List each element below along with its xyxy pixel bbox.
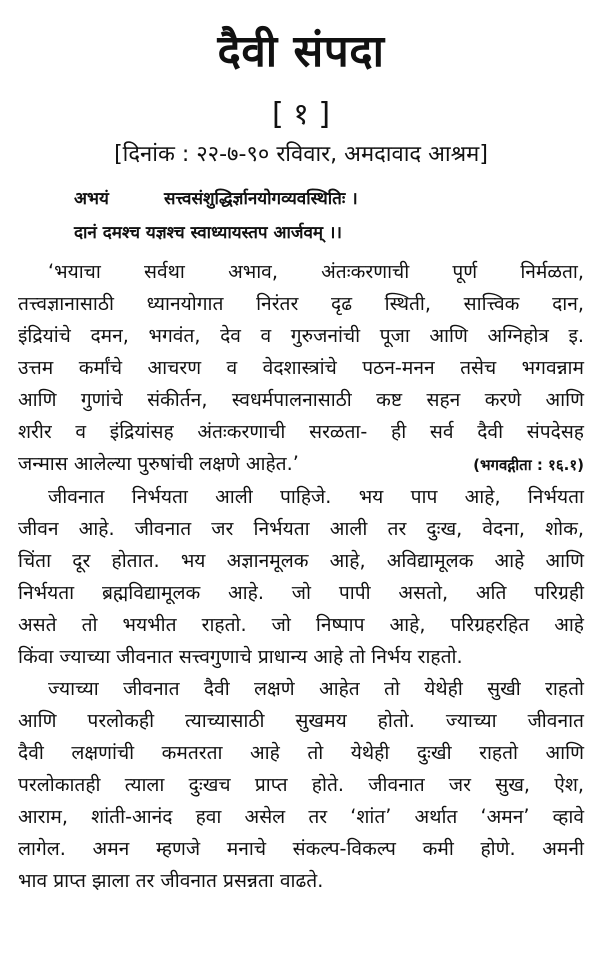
sanskrit-verse — [18, 182, 584, 250]
paragraph-line: चिंता दूर होतात. भय अज्ञानमूलक आहे, अविद्यामूलक आहे आणि — [18, 549, 584, 573]
paragraph-line: शरीर व इंद्रियांसह अंतःकरणाची सरळता- ही सर्व दैवी संपदेसह — [18, 420, 584, 444]
paragraph-divine-qualities — [18, 673, 584, 897]
paragraph-line: ज्याच्या जीवनात दैवी लक्षणे आहेत तो येथेही सुखी राहतो — [48, 677, 584, 701]
paragraph-line: उत्तम कर्मांचे आचरण व वेदशास्त्रांचे पठन-मनन तसेच भगवन्नाम — [18, 356, 584, 380]
paragraph-line: जीवनात निर्भयता आली पाहिजे. भय पाप आहे, निर्भयता — [48, 485, 584, 509]
paragraph-line: लागेल. अमन म्हणजे मनाचे संकल्प-विकल्प कमी होणे. अमनी — [18, 837, 584, 861]
verse-line-1-rest: सत्त्वसंशुद्धिर्ज्ञानयोगव्यवस्थितिः । — [164, 189, 358, 210]
page-title: दैवी संपदा — [217, 26, 385, 77]
paragraph-line: ‘भयाचा सर्वथा अभाव, अंतःकरणाची पूर्ण निर्मळता, — [48, 260, 584, 284]
paragraph-translation — [18, 256, 584, 481]
paragraph-line: परलोकातही त्याला दुःखच प्राप्त होते. जीवनात जर सुख, ऐश, — [18, 773, 584, 797]
paragraph-line: भाव प्राप्त झाला तर जीवनात प्रसन्नता वाढते. — [18, 869, 324, 893]
paragraph-line: असते तो भयभीत राहतो. जो निष्पाप आहे, परिग्रहरहित आहे — [18, 613, 584, 637]
paragraph-line: जन्मास आलेल्या पुरुषांची लक्षणे आहेत.’ — [18, 452, 299, 476]
paragraph-line: निर्भयता ब्रह्मविद्यामूलक आहे. जो पापी असतो, अति परिग्रही — [18, 581, 584, 605]
date-location-line: [दिनांक : २२-७-९० रविवार, अमदावाद आश्रम] — [114, 142, 488, 167]
paragraph-line: आणि गुणांचे संकीर्तन, स्वधर्मपालनासाठी कष्ट सहन करणे आणि — [18, 388, 584, 412]
paragraph-line: जीवन आहे. जीवनात जर निर्भयता आली तर दुःख, वेदना, शोक, — [18, 517, 584, 541]
paragraph-fearlessness — [18, 481, 584, 673]
verse-line-2 — [74, 216, 584, 250]
verse-line-1-word: अभयं — [74, 189, 109, 210]
chapter-number: [ १ ] — [271, 97, 331, 132]
verse-line-2-text: दानं दमश्च यज्ञश्च स्वाध्यायस्तप आर्जवम् ।। — [74, 223, 342, 244]
paragraph-line: दैवी लक्षणांची कमतरता आहे तो येथेही दुःखी राहतो आणि — [18, 741, 584, 765]
paragraph-line: किंवा ज्याच्या जीवनात सत्त्वगुणाचे प्राधान्य आहे तो निर्भय राहतो. — [18, 645, 463, 669]
paragraph-line: इंद्रियांचे दमन, भगवंत, देव व गुरुजनांची पूजा आणि अग्निहोत्र इ. — [18, 324, 584, 348]
paragraph-line: तत्त्वज्ञानासाठी ध्यानयोगात निरंतर दृढ स्थिती, सात्त्विक दान, — [18, 292, 584, 316]
gita-citation: (भगवद्गीता : १६.१) — [473, 456, 584, 475]
verse-line-1 — [74, 182, 584, 216]
paragraph-line: आणि परलोकही त्याच्यासाठी सुखमय होतो. ज्याच्या जीवनात — [18, 709, 584, 733]
paragraph-line-with-citation — [18, 448, 584, 481]
paragraph-line: आराम, शांती-आनंद हवा असेल तर ‘शांत’ अर्थात ‘अमन’ व्हावे — [18, 805, 584, 829]
